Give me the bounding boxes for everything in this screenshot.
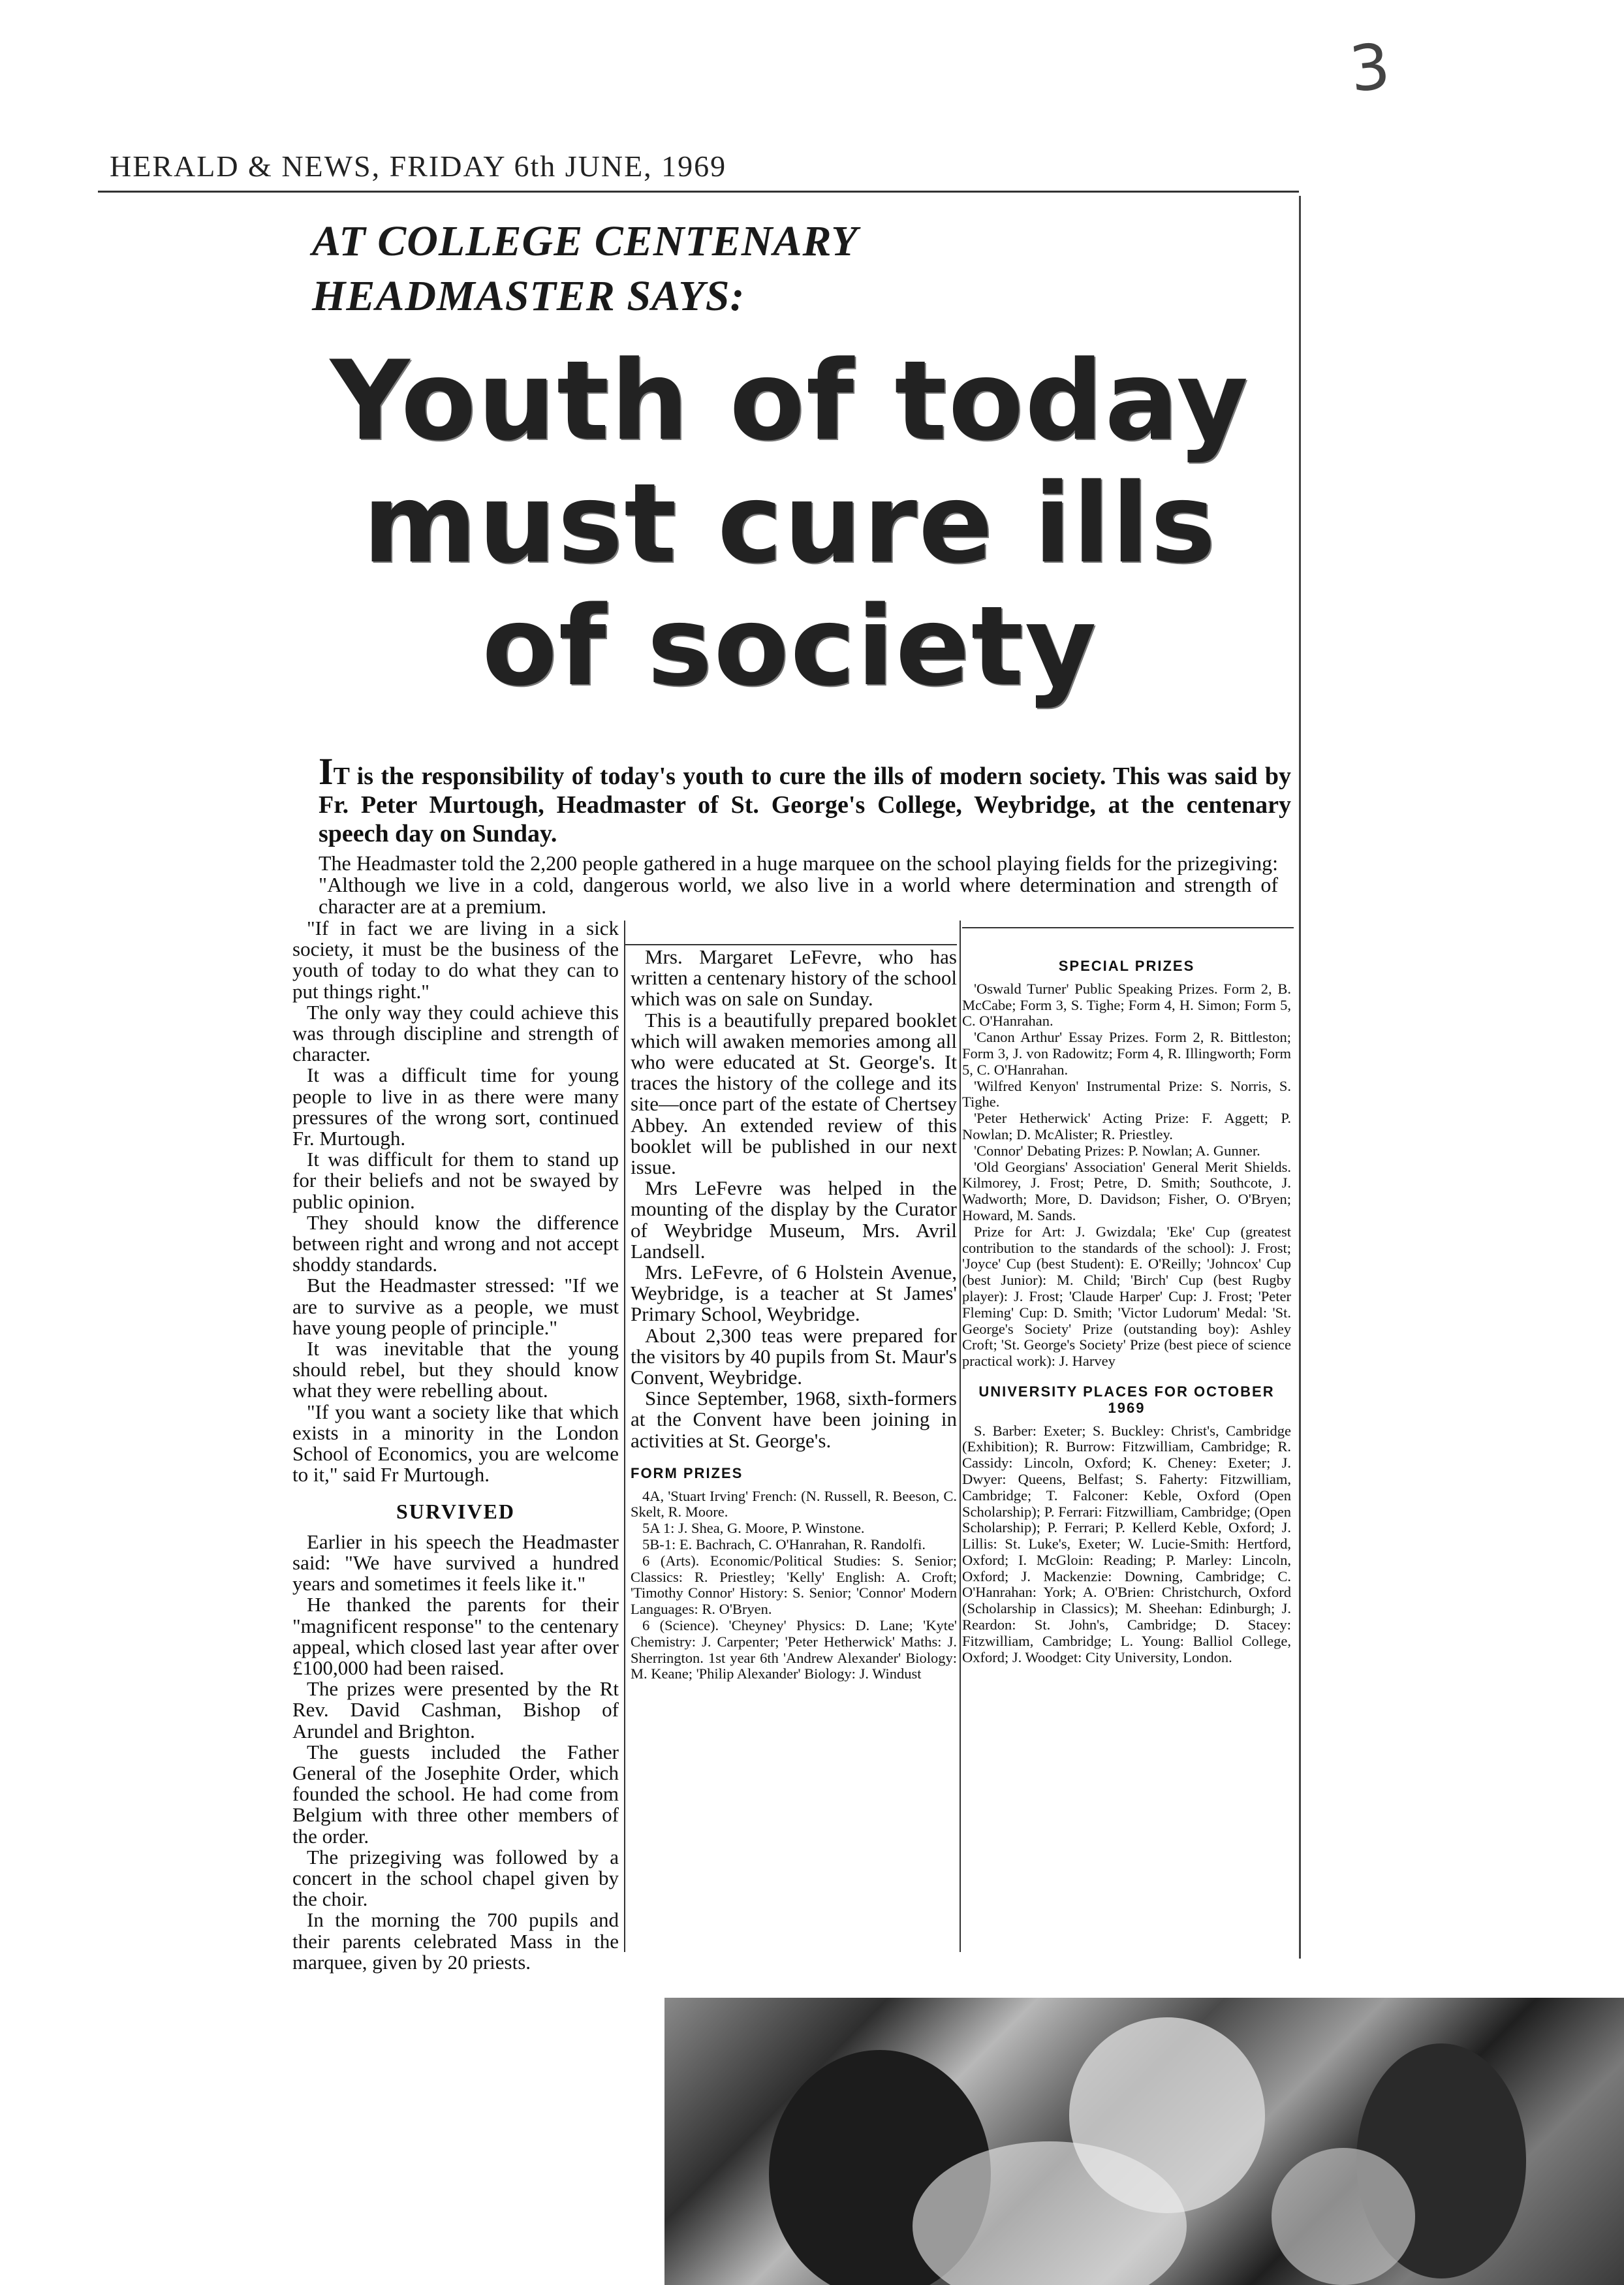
prize-entry: 'Connor' Debating Prizes: P. Nowlan; A. Gunner.: [974, 1142, 1260, 1159]
prize-entry: Prize for Art: J. Gwizdala; 'Eke' Cup (greatest contribution to the standards of the school): J. Frost; 'Joyce' Cup (best Student): E. O'Reilly; 'Johncox' Cup (best Junior): M. Child; 'Birch' Cup (best Rugby player): J. Frost; 'Claude Harper' Cup: J. Frost; 'Peter Fleming' Cup: D. Smith; 'Victor Ludorum' Medal: 'St. George's Society' Prize (outstanding boy): Ashley Croft; 'St. George's Society' Prize (best piece of science practical work): J. Harvey: [962, 1223, 1291, 1370]
paragraph: Mrs LeFevre was helped in the mounting of the display by the Curator of Weybridge Museum, Mrs. Avril Landsell.: [631, 1176, 957, 1263]
photo-figure: [1272, 2148, 1415, 2285]
kicker-line-2: HEADMASTER SAYS:: [312, 272, 745, 320]
lead-paragraph: [319, 750, 1291, 848]
column-rule: [624, 921, 625, 1952]
prize-entry: 6 (Science). 'Cheyney' Physics: D. Lane; 'Kyte' Chemistry: J. Carpenter; 'Peter Hetherwick' Maths: J. Sherrington. 1st year 6th 'Andrew Alexander' Biology: M. Keane; 'Philip Alexander' Biology: J. Windust: [631, 1617, 957, 1682]
paragraph: "If in fact we are living in a sick society, it must be the business of the youth of today to do what they can to put things right.": [292, 917, 619, 1003]
paragraph: Mrs. LeFevre, of 6 Holstein Avenue, Weybridge, is a teacher at St James' Primary School, Weybridge.: [631, 1261, 957, 1326]
column-rule: [1299, 196, 1301, 1959]
prize-entry: 'Canon Arthur' Essay Prizes. Form 2, R. Bittleston; Form 3, J. von Radowitz; Form 4, R. Illingworth; Form 5, C. O'Hanrahan.: [962, 1029, 1291, 1078]
paragraph: The only way they could achieve this was through discipline and strength of character.: [292, 1000, 619, 1066]
prize-entry: 'Oswald Turner' Public Speaking Prizes. Form 2, B. McCabe; Form 3, S. Tighe; Form 4, H. Simon; Form 5, C. O'Hanrahan.: [962, 980, 1291, 1030]
intro-paragraph: The Headmaster told the 2,200 people gathered in a huge marquee on the school playing fields for the prizegiving: "Although we live in a cold, dangerous world, we also live in a world where determination and strength of character are at a premium.: [319, 851, 1278, 918]
paragraph: They should know the difference between right and wrong and not accept shoddy standards.: [292, 1210, 619, 1276]
drop-cap: I: [319, 750, 334, 793]
form-prizes-heading: FORM PRIZES: [631, 1464, 743, 1481]
paragraph: This is a beautifully prepared booklet which will awaken memories among all who were educated at St. George's. It traces the history of the college and its site—once part of the estate of Chertsey Abbey. An extended review of this booklet will be published in our next issue.: [631, 1008, 957, 1179]
column-rule: [962, 927, 1294, 928]
headline-line-2: must cure ills: [362, 460, 1217, 588]
paragraph: But the Headmaster stressed: "If we are to survive as a people, we must have young people of principle.": [292, 1274, 619, 1339]
paragraph: About 2,300 teas were prepared for the visitors by 40 pupils from St. Maur's Convent, Weybridge.: [631, 1323, 957, 1389]
column-rule: [960, 921, 961, 1952]
special-prizes-heading: SPECIAL PRIZES: [1058, 958, 1195, 974]
news-photo: [664, 1998, 1624, 2285]
university-places-heading: UNIVERSITY PLACES FOR OCTOBER 1969: [978, 1383, 1275, 1416]
paragraph: It was a difficult time for young people to live in as there were many pressures of the wrong sort, continued Fr. Murtough.: [292, 1064, 619, 1150]
paragraph: He thanked the parents for their "magnificent response" to the centenary appeal, which closed last year after over £100,000 had been raised.: [292, 1593, 619, 1679]
prize-entry: 5A 1: J. Shea, G. Moore, P. Winstone.: [642, 1520, 865, 1537]
kicker-line-1: AT COLLEGE CENTENARY: [312, 217, 858, 265]
prize-entry: 4A, 'Stuart Irving' French: (N. Russell, R. Beeson, C. Skelt, R. Moore.: [631, 1487, 957, 1521]
masthead: HERALD & NEWS, FRIDAY 6th JUNE, 1969: [110, 150, 727, 183]
headline: [287, 339, 1292, 708]
headline-line-3: of society: [482, 582, 1098, 710]
headline-line-1: Youth of today: [330, 337, 1250, 465]
form-prizes-section: [631, 1466, 957, 1682]
kicker: [312, 214, 858, 324]
article-column-2: [631, 947, 957, 1682]
paragraph: The guests included the Father General of the Josephite Order, which founded the school. He had come from Belgium with three other members of the order.: [292, 1740, 619, 1848]
paragraph: It was inevitable that the young should rebel, but they should know what they were rebelling about.: [292, 1337, 619, 1402]
paragraph: It was difficult for them to stand up for their beliefs and not be swayed by public opinion.: [292, 1148, 619, 1213]
prize-entry: 'Wilfred Kenyon' Instrumental Prize: S. Norris, S. Tighe.: [962, 1077, 1291, 1111]
subheading-survived: SURVIVED: [396, 1500, 515, 1524]
article-column-1: [292, 918, 619, 1973]
paragraph: Mrs. Margaret LeFevre, who has written a centenary history of the school which was on sale on Sunday.: [631, 945, 957, 1011]
prize-entry: 5B-1: E. Bachrach, C. O'Hanrahan, R. Randolfi.: [642, 1536, 926, 1553]
page-number: 3: [1346, 29, 1394, 106]
prize-entry: 'Peter Hetherwick' Acting Prize: F. Aggett; P. Nowlan; D. McAlister; R. Priestley.: [962, 1110, 1291, 1142]
paragraph: The prizegiving was followed by a concert in the school chapel given by the choir.: [292, 1845, 619, 1911]
paragraph: "If you want a society like that which exists in a minority in the London School of Economics, you are welcome to it," said Fr Murtough.: [292, 1400, 619, 1487]
university-places-list: S. Barber: Exeter; S. Buckley: Christ's, Cambridge (Exhibition); R. Burrow: Fitzwilliam, Cambridge; R. Cassidy: Lincoln, Oxford; K. Cheney: Exeter; J. Dwyer: Queens, Belfast; S. Faherty: Fitzwilliam, Cambridge; T. Falconer: Keble, Oxford (Open Scholarship); P. Ferrari: Fitzwilliam, Cambridge; (Open Scholarship); P. Ferrari; P. Kellerd Keble, Oxford; J. Lillis: St. Luke's, Exeter; W. Lucie-Smith: Hertford, Oxford; I. McGloin: Reading; P. Marley: Lincoln, Oxford; J. Mackenzie: Downing, Cambridge; C. O'Hanrahan: York; A. O'Brien: Christchurch, Oxford (Scholarship in Classics); M. Sheehan: Edinburgh; J. Reardon: St. John's, Cambridge; D. Stacey: Fitzwilliam, Cambridge; L. Young: Balliol College, Oxford; J. Woodget: City University, London.: [962, 1422, 1291, 1665]
lead-text: T is the responsibility of today's youth to cure the ills of modern society. This was said by Fr. Peter Murtough, Headmaster of St. George's College, Weybridge, at the centenary speech day on Sunday.: [319, 763, 1291, 847]
masthead-rule: [98, 191, 1299, 193]
paragraph: In the morning the 700 pupils and their parents celebrated Mass in the marquee, given by 20 priests.: [292, 1908, 619, 1974]
article-column-3: [962, 944, 1291, 1665]
prize-entry: 'Old Georgians' Association' General Merit Shields. Kilmorey, J. Frost; Petre, D. Smith; Southcote, J. Wadworth; More, D. Davidson; Fisher, O. O'Bryen; Howard, M. Sands.: [962, 1158, 1291, 1223]
paragraph: The prizes were presented by the Rt Rev. David Cashman, Bishop of Arundel and Brighton.: [292, 1677, 619, 1742]
prize-entry: 6 (Arts). Economic/Political Studies: S. Senior; Classics: R. Priestley; 'Kelly' English: A. Croft; 'Timothy Connor' History: S. Senior; 'Connor' Modern Languages: R. O'Bryen.: [631, 1552, 957, 1618]
paragraph: Earlier in his speech the Headmaster said: "We have survived a hundred years and sometimes it feels like it.": [292, 1530, 619, 1596]
paragraph: Since September, 1968, sixth-formers at the Convent have been joining in activities at St. George's.: [631, 1387, 957, 1452]
